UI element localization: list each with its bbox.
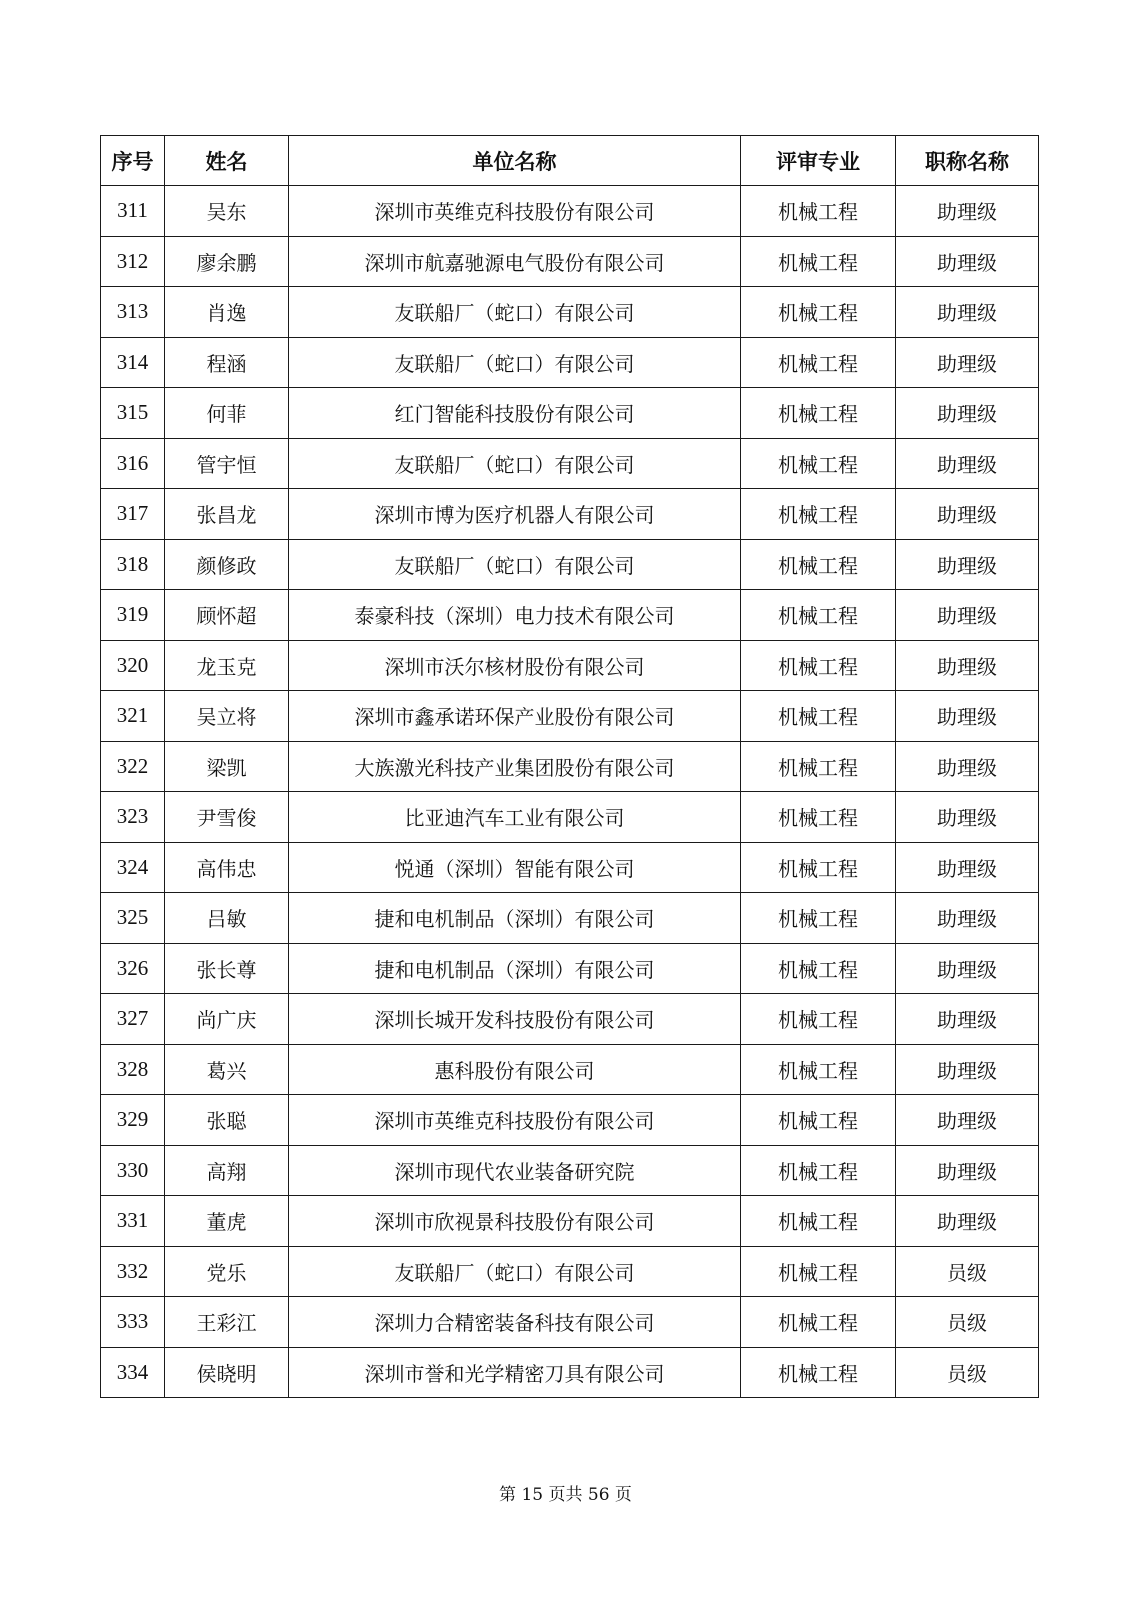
header-serial: 序号 bbox=[101, 136, 165, 186]
cell-serial: 317 bbox=[101, 489, 165, 540]
cell-title: 助理级 bbox=[896, 994, 1039, 1045]
cell-serial: 323 bbox=[101, 792, 165, 843]
cell-serial: 330 bbox=[101, 1145, 165, 1196]
cell-name: 吕敏 bbox=[165, 893, 289, 944]
cell-serial: 322 bbox=[101, 741, 165, 792]
cell-serial: 329 bbox=[101, 1095, 165, 1146]
header-name: 姓名 bbox=[165, 136, 289, 186]
table-row bbox=[101, 792, 1039, 843]
cell-serial: 334 bbox=[101, 1347, 165, 1398]
cell-unit: 深圳市英维克科技股份有限公司 bbox=[289, 186, 741, 237]
cell-name: 侯晓明 bbox=[165, 1347, 289, 1398]
cell-unit: 悦通（深圳）智能有限公司 bbox=[289, 842, 741, 893]
table-row bbox=[101, 1145, 1039, 1196]
table-row bbox=[101, 640, 1039, 691]
cell-title: 助理级 bbox=[896, 792, 1039, 843]
table-row bbox=[101, 994, 1039, 1045]
cell-title: 助理级 bbox=[896, 287, 1039, 338]
cell-title: 助理级 bbox=[896, 1145, 1039, 1196]
cell-specialty: 机械工程 bbox=[741, 287, 896, 338]
cell-title: 助理级 bbox=[896, 1095, 1039, 1146]
cell-title: 助理级 bbox=[896, 893, 1039, 944]
cell-unit: 深圳市现代农业装备研究院 bbox=[289, 1145, 741, 1196]
cell-unit: 深圳长城开发科技股份有限公司 bbox=[289, 994, 741, 1045]
table-row bbox=[101, 186, 1039, 237]
cell-serial: 321 bbox=[101, 691, 165, 742]
header-unit: 单位名称 bbox=[289, 136, 741, 186]
cell-serial: 315 bbox=[101, 388, 165, 439]
cell-serial: 325 bbox=[101, 893, 165, 944]
cell-name: 程涵 bbox=[165, 337, 289, 388]
cell-title: 助理级 bbox=[896, 590, 1039, 641]
cell-name: 何菲 bbox=[165, 388, 289, 439]
cell-unit: 友联船厂（蛇口）有限公司 bbox=[289, 287, 741, 338]
cell-specialty: 机械工程 bbox=[741, 236, 896, 287]
cell-specialty: 机械工程 bbox=[741, 489, 896, 540]
cell-unit: 友联船厂（蛇口）有限公司 bbox=[289, 539, 741, 590]
cell-title: 助理级 bbox=[896, 842, 1039, 893]
cell-specialty: 机械工程 bbox=[741, 1145, 896, 1196]
table-row bbox=[101, 691, 1039, 742]
table-row bbox=[101, 893, 1039, 944]
cell-title: 助理级 bbox=[896, 438, 1039, 489]
cell-name: 肖逸 bbox=[165, 287, 289, 338]
cell-specialty: 机械工程 bbox=[741, 1297, 896, 1348]
cell-title: 助理级 bbox=[896, 1196, 1039, 1247]
cell-specialty: 机械工程 bbox=[741, 539, 896, 590]
cell-specialty: 机械工程 bbox=[741, 590, 896, 641]
cell-unit: 泰豪科技（深圳）电力技术有限公司 bbox=[289, 590, 741, 641]
cell-unit: 捷和电机制品（深圳）有限公司 bbox=[289, 943, 741, 994]
cell-title: 助理级 bbox=[896, 1044, 1039, 1095]
cell-title: 助理级 bbox=[896, 691, 1039, 742]
cell-name: 张聪 bbox=[165, 1095, 289, 1146]
page-number-footer: 第 15 页共 56 页 bbox=[499, 1485, 632, 1505]
cell-title: 助理级 bbox=[896, 539, 1039, 590]
cell-specialty: 机械工程 bbox=[741, 893, 896, 944]
table-row bbox=[101, 1196, 1039, 1247]
cell-specialty: 机械工程 bbox=[741, 337, 896, 388]
cell-name: 梁凯 bbox=[165, 741, 289, 792]
cell-title: 助理级 bbox=[896, 236, 1039, 287]
cell-title: 员级 bbox=[896, 1246, 1039, 1297]
roster-table bbox=[100, 135, 1039, 1398]
cell-unit: 深圳市航嘉驰源电气股份有限公司 bbox=[289, 236, 741, 287]
cell-unit: 深圳市英维克科技股份有限公司 bbox=[289, 1095, 741, 1146]
cell-unit: 捷和电机制品（深圳）有限公司 bbox=[289, 893, 741, 944]
cell-serial: 324 bbox=[101, 842, 165, 893]
cell-serial: 333 bbox=[101, 1297, 165, 1348]
table-row bbox=[101, 236, 1039, 287]
table-row bbox=[101, 1347, 1039, 1398]
table-row bbox=[101, 741, 1039, 792]
cell-specialty: 机械工程 bbox=[741, 741, 896, 792]
cell-serial: 313 bbox=[101, 287, 165, 338]
cell-unit: 深圳市沃尔核材股份有限公司 bbox=[289, 640, 741, 691]
table-row bbox=[101, 1095, 1039, 1146]
cell-title: 员级 bbox=[896, 1297, 1039, 1348]
header-specialty: 评审专业 bbox=[741, 136, 896, 186]
cell-title: 助理级 bbox=[896, 388, 1039, 439]
cell-specialty: 机械工程 bbox=[741, 1246, 896, 1297]
cell-name: 董虎 bbox=[165, 1196, 289, 1247]
cell-specialty: 机械工程 bbox=[741, 438, 896, 489]
table-row bbox=[101, 438, 1039, 489]
table-row bbox=[101, 388, 1039, 439]
cell-name: 吴东 bbox=[165, 186, 289, 237]
cell-title: 助理级 bbox=[896, 640, 1039, 691]
table-row bbox=[101, 1246, 1039, 1297]
cell-serial: 311 bbox=[101, 186, 165, 237]
cell-serial: 320 bbox=[101, 640, 165, 691]
cell-specialty: 机械工程 bbox=[741, 1347, 896, 1398]
table-row bbox=[101, 1044, 1039, 1095]
table-row bbox=[101, 337, 1039, 388]
cell-specialty: 机械工程 bbox=[741, 943, 896, 994]
cell-unit: 惠科股份有限公司 bbox=[289, 1044, 741, 1095]
table-row bbox=[101, 1297, 1039, 1348]
table-row bbox=[101, 590, 1039, 641]
cell-specialty: 机械工程 bbox=[741, 1044, 896, 1095]
table-header-row bbox=[101, 136, 1039, 186]
cell-unit: 深圳力合精密装备科技有限公司 bbox=[289, 1297, 741, 1348]
cell-serial: 326 bbox=[101, 943, 165, 994]
cell-serial: 314 bbox=[101, 337, 165, 388]
cell-serial: 319 bbox=[101, 590, 165, 641]
cell-name: 葛兴 bbox=[165, 1044, 289, 1095]
cell-title: 助理级 bbox=[896, 943, 1039, 994]
cell-name: 张昌龙 bbox=[165, 489, 289, 540]
cell-unit: 友联船厂（蛇口）有限公司 bbox=[289, 438, 741, 489]
cell-serial: 318 bbox=[101, 539, 165, 590]
cell-name: 党乐 bbox=[165, 1246, 289, 1297]
cell-specialty: 机械工程 bbox=[741, 842, 896, 893]
cell-specialty: 机械工程 bbox=[741, 186, 896, 237]
cell-title: 助理级 bbox=[896, 186, 1039, 237]
cell-serial: 316 bbox=[101, 438, 165, 489]
cell-name: 顾怀超 bbox=[165, 590, 289, 641]
cell-serial: 332 bbox=[101, 1246, 165, 1297]
table-row bbox=[101, 287, 1039, 338]
cell-name: 王彩江 bbox=[165, 1297, 289, 1348]
cell-name: 颜修政 bbox=[165, 539, 289, 590]
cell-serial: 327 bbox=[101, 994, 165, 1045]
cell-specialty: 机械工程 bbox=[741, 1095, 896, 1146]
cell-specialty: 机械工程 bbox=[741, 388, 896, 439]
table-row bbox=[101, 842, 1039, 893]
cell-title: 助理级 bbox=[896, 741, 1039, 792]
cell-specialty: 机械工程 bbox=[741, 640, 896, 691]
cell-unit: 深圳市誉和光学精密刀具有限公司 bbox=[289, 1347, 741, 1398]
cell-title: 助理级 bbox=[896, 337, 1039, 388]
cell-name: 管宇恒 bbox=[165, 438, 289, 489]
cell-unit: 比亚迪汽车工业有限公司 bbox=[289, 792, 741, 843]
cell-unit: 深圳市鑫承诺环保产业股份有限公司 bbox=[289, 691, 741, 742]
cell-name: 龙玉克 bbox=[165, 640, 289, 691]
cell-serial: 312 bbox=[101, 236, 165, 287]
table-row bbox=[101, 489, 1039, 540]
cell-name: 高伟忠 bbox=[165, 842, 289, 893]
cell-name: 尚广庆 bbox=[165, 994, 289, 1045]
cell-name: 廖余鹏 bbox=[165, 236, 289, 287]
cell-unit: 友联船厂（蛇口）有限公司 bbox=[289, 337, 741, 388]
cell-specialty: 机械工程 bbox=[741, 994, 896, 1045]
table-row bbox=[101, 943, 1039, 994]
header-title: 职称名称 bbox=[896, 136, 1039, 186]
cell-specialty: 机械工程 bbox=[741, 1196, 896, 1247]
table-body bbox=[101, 186, 1039, 1398]
cell-serial: 328 bbox=[101, 1044, 165, 1095]
table-row bbox=[101, 539, 1039, 590]
cell-unit: 大族激光科技产业集团股份有限公司 bbox=[289, 741, 741, 792]
cell-title: 助理级 bbox=[896, 489, 1039, 540]
cell-unit: 红门智能科技股份有限公司 bbox=[289, 388, 741, 439]
cell-name: 吴立将 bbox=[165, 691, 289, 742]
cell-title: 员级 bbox=[896, 1347, 1039, 1398]
cell-unit: 深圳市欣视景科技股份有限公司 bbox=[289, 1196, 741, 1247]
cell-specialty: 机械工程 bbox=[741, 691, 896, 742]
cell-name: 张长尊 bbox=[165, 943, 289, 994]
cell-unit: 友联船厂（蛇口）有限公司 bbox=[289, 1246, 741, 1297]
cell-serial: 331 bbox=[101, 1196, 165, 1247]
cell-name: 高翔 bbox=[165, 1145, 289, 1196]
cell-unit: 深圳市博为医疗机器人有限公司 bbox=[289, 489, 741, 540]
cell-specialty: 机械工程 bbox=[741, 792, 896, 843]
cell-name: 尹雪俊 bbox=[165, 792, 289, 843]
